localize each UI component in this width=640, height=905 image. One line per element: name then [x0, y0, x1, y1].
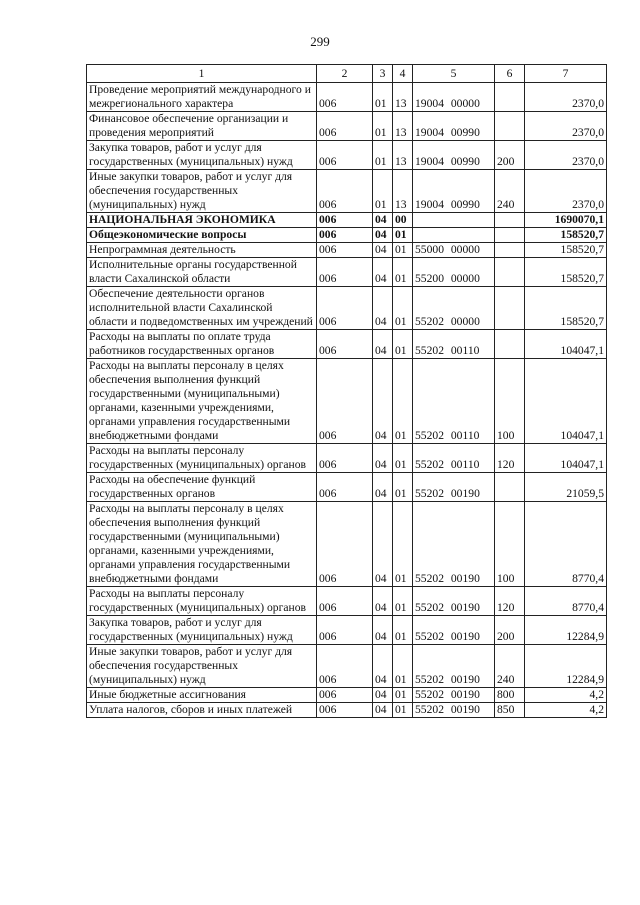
row-vr-code-cell [495, 473, 525, 502]
row-gr-code-cell: 006 [317, 703, 373, 718]
row-rz-code-cell: 04 [373, 502, 393, 587]
row-gr-code-cell: 006 [317, 228, 373, 243]
row-name-cell: Финансовое обеспечение организации и проведения мероприятий [87, 112, 317, 141]
row-csr-code-cell: 55202 00110 [413, 330, 495, 359]
row-name-cell: Расходы на выплаты персоналу государственных (муниципальных) органов [87, 444, 317, 473]
row-pr-code-cell: 13 [393, 141, 413, 170]
table-row [87, 213, 607, 228]
row-sum-cell: 104047,1 [525, 444, 607, 473]
row-gr-code-cell: 006 [317, 141, 373, 170]
row-vr-code-cell: 120 [495, 587, 525, 616]
row-vr-code-cell: 800 [495, 688, 525, 703]
row-vr-code-cell: 240 [495, 170, 525, 213]
row-rz-code-cell: 04 [373, 688, 393, 703]
row-csr-code-cell: 55202 00190 [413, 473, 495, 502]
row-pr-code-cell: 01 [393, 359, 413, 444]
row-name-cell: Расходы на выплаты персоналу в целях обеспечения выполнения функций государственными (муниципальными) органами, казенными учреждениями, органами управления государственными внебюджетными фондами [87, 502, 317, 587]
header-cell: 5 [413, 65, 495, 83]
row-vr-code-cell: 200 [495, 141, 525, 170]
row-rz-code-cell: 04 [373, 473, 393, 502]
header-cell: 7 [525, 65, 607, 83]
row-gr-code-cell: 006 [317, 330, 373, 359]
row-vr-code-cell [495, 83, 525, 112]
row-sum-cell: 8770,4 [525, 587, 607, 616]
row-pr-code-cell: 01 [393, 473, 413, 502]
row-sum-cell: 104047,1 [525, 359, 607, 444]
table-row [87, 83, 607, 112]
table-row [87, 444, 607, 473]
table-row [87, 616, 607, 645]
row-sum-cell: 12284,9 [525, 645, 607, 688]
row-pr-code-cell: 01 [393, 703, 413, 718]
row-rz-code-cell: 04 [373, 243, 393, 258]
row-sum-cell: 104047,1 [525, 330, 607, 359]
table-row [87, 170, 607, 213]
row-name-cell: Расходы на обеспечение функций государственных органов [87, 473, 317, 502]
row-gr-code-cell: 006 [317, 258, 373, 287]
row-sum-cell: 4,2 [525, 703, 607, 718]
row-csr-code-cell: 55202 00190 [413, 645, 495, 688]
table-row [87, 703, 607, 718]
row-name-cell: Закупка товаров, работ и услуг для государственных (муниципальных) нужд [87, 141, 317, 170]
row-gr-code-cell: 006 [317, 688, 373, 703]
row-gr-code-cell: 006 [317, 444, 373, 473]
page-number: 299 [310, 34, 330, 49]
row-gr-code-cell: 006 [317, 359, 373, 444]
row-name-cell: Иные закупки товаров, работ и услуг для обеспечения государственных (муниципальных) нужд [87, 645, 317, 688]
row-sum-cell: 21059,5 [525, 473, 607, 502]
row-rz-code-cell: 04 [373, 258, 393, 287]
row-name-cell: Расходы на выплаты персоналу в целях обеспечения выполнения функций государственными (муниципальными) органами, казенными учреждениями, органами управления государственными внебюджетными фондами [87, 359, 317, 444]
row-csr-code-cell: 19004 00990 [413, 141, 495, 170]
row-rz-code-cell: 01 [373, 112, 393, 141]
row-pr-code-cell: 01 [393, 258, 413, 287]
row-vr-code-cell: 200 [495, 616, 525, 645]
table-row [87, 587, 607, 616]
row-vr-code-cell: 100 [495, 359, 525, 444]
table-row [87, 258, 607, 287]
row-csr-code-cell: 55202 00110 [413, 444, 495, 473]
row-name-cell: Иные закупки товаров, работ и услуг для обеспечения государственных (муниципальных) нужд [87, 170, 317, 213]
table-row [87, 287, 607, 330]
row-vr-code-cell [495, 243, 525, 258]
row-gr-code-cell: 006 [317, 616, 373, 645]
row-csr-code-cell: 55202 00190 [413, 703, 495, 718]
row-name-cell: Исполнительные органы государственной власти Сахалинской области [87, 258, 317, 287]
row-sum-cell: 2370,0 [525, 141, 607, 170]
row-csr-code-cell [413, 213, 495, 228]
budget-table [86, 64, 607, 718]
row-gr-code-cell: 006 [317, 83, 373, 112]
row-csr-code-cell: 55202 00000 [413, 287, 495, 330]
row-name-cell: Уплата налогов, сборов и иных платежей [87, 703, 317, 718]
table-row [87, 330, 607, 359]
table-row [87, 688, 607, 703]
row-sum-cell: 158520,7 [525, 228, 607, 243]
row-vr-code-cell: 100 [495, 502, 525, 587]
row-pr-code-cell: 01 [393, 228, 413, 243]
row-pr-code-cell: 00 [393, 213, 413, 228]
row-gr-code-cell: 006 [317, 170, 373, 213]
row-rz-code-cell: 01 [373, 83, 393, 112]
row-rz-code-cell: 04 [373, 287, 393, 330]
row-sum-cell: 1690070,1 [525, 213, 607, 228]
table-row [87, 359, 607, 444]
row-csr-code-cell: 19004 00000 [413, 83, 495, 112]
row-rz-code-cell: 04 [373, 645, 393, 688]
row-gr-code-cell: 006 [317, 112, 373, 141]
row-csr-code-cell: 55202 00110 [413, 359, 495, 444]
row-csr-code-cell: 55202 00190 [413, 616, 495, 645]
header-cell: 6 [495, 65, 525, 83]
row-vr-code-cell: 850 [495, 703, 525, 718]
header-cell: 4 [393, 65, 413, 83]
row-sum-cell: 158520,7 [525, 258, 607, 287]
table-row [87, 228, 607, 243]
row-gr-code-cell: 006 [317, 243, 373, 258]
row-rz-code-cell: 04 [373, 703, 393, 718]
row-pr-code-cell: 01 [393, 616, 413, 645]
row-pr-code-cell: 01 [393, 688, 413, 703]
row-pr-code-cell: 01 [393, 287, 413, 330]
row-pr-code-cell: 13 [393, 112, 413, 141]
row-gr-code-cell: 006 [317, 287, 373, 330]
row-gr-code-cell: 006 [317, 213, 373, 228]
row-csr-code-cell: 55202 00190 [413, 587, 495, 616]
row-vr-code-cell [495, 112, 525, 141]
row-rz-code-cell: 04 [373, 228, 393, 243]
row-name-cell: Проведение мероприятий международного и межрегионального характера [87, 83, 317, 112]
row-gr-code-cell: 006 [317, 645, 373, 688]
row-csr-code-cell: 55200 00000 [413, 258, 495, 287]
table-row [87, 141, 607, 170]
row-pr-code-cell: 01 [393, 444, 413, 473]
row-csr-code-cell: 19004 00990 [413, 112, 495, 141]
row-vr-code-cell: 240 [495, 645, 525, 688]
table-row [87, 502, 607, 587]
row-sum-cell: 12284,9 [525, 616, 607, 645]
row-pr-code-cell: 01 [393, 502, 413, 587]
row-gr-code-cell: 006 [317, 502, 373, 587]
row-name-cell: НАЦИОНАЛЬНАЯ ЭКОНОМИКА [87, 213, 317, 228]
row-vr-code-cell: 120 [495, 444, 525, 473]
row-gr-code-cell: 006 [317, 473, 373, 502]
table-row [87, 473, 607, 502]
row-rz-code-cell: 04 [373, 587, 393, 616]
row-sum-cell: 8770,4 [525, 502, 607, 587]
row-sum-cell: 2370,0 [525, 83, 607, 112]
table-row [87, 243, 607, 258]
row-rz-code-cell: 04 [373, 213, 393, 228]
row-pr-code-cell: 01 [393, 243, 413, 258]
header-cell: 3 [373, 65, 393, 83]
row-csr-code-cell: 55202 00190 [413, 688, 495, 703]
row-name-cell: Общеэкономические вопросы [87, 228, 317, 243]
row-rz-code-cell: 01 [373, 170, 393, 213]
row-rz-code-cell: 04 [373, 330, 393, 359]
row-name-cell: Обеспечение деятельности органов исполнительной власти Сахалинской области и подведомственных им учреждений [87, 287, 317, 330]
row-pr-code-cell: 01 [393, 645, 413, 688]
row-pr-code-cell: 01 [393, 587, 413, 616]
row-rz-code-cell: 04 [373, 359, 393, 444]
row-csr-code-cell: 19004 00990 [413, 170, 495, 213]
table-header-row [87, 65, 607, 83]
row-vr-code-cell [495, 258, 525, 287]
row-name-cell: Закупка товаров, работ и услуг для государственных (муниципальных) нужд [87, 616, 317, 645]
row-sum-cell: 158520,7 [525, 243, 607, 258]
row-name-cell: Непрограммная деятельность [87, 243, 317, 258]
row-gr-code-cell: 006 [317, 587, 373, 616]
row-vr-code-cell [495, 213, 525, 228]
row-pr-code-cell: 01 [393, 330, 413, 359]
row-sum-cell: 2370,0 [525, 170, 607, 213]
row-sum-cell: 4,2 [525, 688, 607, 703]
row-pr-code-cell: 13 [393, 83, 413, 112]
row-rz-code-cell: 01 [373, 141, 393, 170]
header-cell: 2 [317, 65, 373, 83]
row-name-cell: Иные бюджетные ассигнования [87, 688, 317, 703]
row-csr-code-cell: 55000 00000 [413, 243, 495, 258]
row-sum-cell: 158520,7 [525, 287, 607, 330]
row-sum-cell: 2370,0 [525, 112, 607, 141]
row-rz-code-cell: 04 [373, 616, 393, 645]
row-vr-code-cell [495, 330, 525, 359]
row-csr-code-cell: 55202 00190 [413, 502, 495, 587]
row-csr-code-cell [413, 228, 495, 243]
row-name-cell: Расходы на выплаты по оплате труда работников государственных органов [87, 330, 317, 359]
row-vr-code-cell [495, 228, 525, 243]
row-vr-code-cell [495, 287, 525, 330]
row-pr-code-cell: 13 [393, 170, 413, 213]
row-name-cell: Расходы на выплаты персоналу государственных (муниципальных) органов [87, 587, 317, 616]
header-cell: 1 [87, 65, 317, 83]
table-row [87, 645, 607, 688]
table-row [87, 112, 607, 141]
row-rz-code-cell: 04 [373, 444, 393, 473]
